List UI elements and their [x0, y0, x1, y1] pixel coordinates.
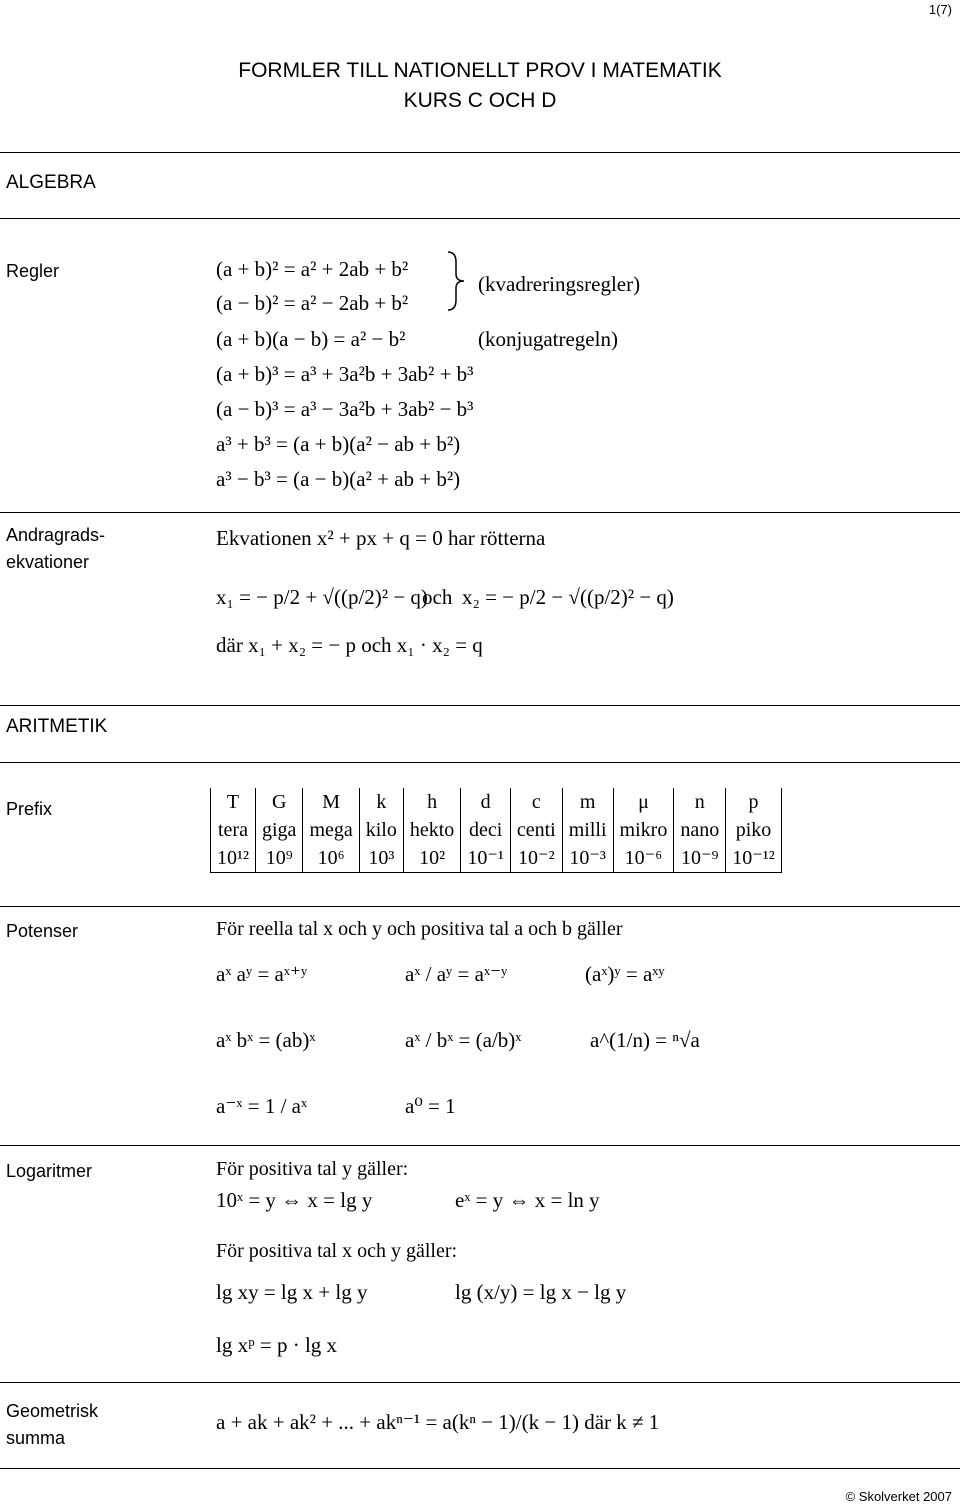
log-def-2: eˣ = y ⇔ x = ln y [455, 1188, 600, 1212]
potens-rule: a^(1/n) = ⁿ√a [590, 1028, 700, 1052]
section-divider [0, 1382, 960, 1383]
andragrad-label-line-2: ekvationer [6, 552, 90, 572]
regler-label: Regler [6, 261, 60, 281]
title-line-2: KURS C OCH D [403, 89, 557, 112]
prefix-cell: T [211, 788, 256, 816]
konjugat-note: (konjugatregeln) [478, 327, 618, 351]
prefix-cell: p [726, 788, 782, 816]
regel-7: a³ − b³ = (a − b)(a² + ab + b²) [216, 467, 461, 491]
andragrad-label [6, 522, 105, 576]
kvadrering-note: (kvadreringsregler) [478, 272, 641, 296]
prefix-cell: mikro [613, 816, 674, 844]
prefix-cell: μ [613, 788, 674, 816]
prefix-cell: deci [461, 816, 511, 844]
prefix-cell: tera [211, 816, 256, 844]
prefix-cell: c [510, 788, 562, 816]
potens-rule: aˣ aʸ = aˣ⁺ʸ [216, 962, 308, 986]
prefix-name-row [211, 816, 782, 844]
brace-icon [446, 250, 466, 312]
footer-copyright: © Skolverket 2007 [845, 1489, 952, 1504]
prefix-cell: h [403, 788, 460, 816]
prefix-cell: m [562, 788, 613, 816]
prefix-cell: giga [256, 816, 303, 844]
section-divider [0, 906, 960, 907]
potens-rule: a⁻ˣ = 1 / aˣ [216, 1094, 308, 1118]
prefix-cell: d [461, 788, 511, 816]
prefix-cell: 10¹² [211, 844, 256, 873]
prefix-cell: centi [510, 816, 562, 844]
log-def-1: 10ˣ = y ⇔ x = lg y [216, 1188, 373, 1212]
prefix-cell: 10⁻¹ [461, 844, 511, 873]
geometrisk-label-line-1: Geometrisk [6, 1401, 99, 1421]
prefix-cell: 10² [403, 844, 460, 873]
prefix-cell: k [359, 788, 403, 816]
prefix-cell: 10⁹ [256, 844, 303, 873]
log-rule: lg (x/y) = lg x − lg y [455, 1280, 627, 1304]
regel-5: (a − b)³ = a³ − 3a²b + 3ab² − b³ [216, 397, 474, 421]
root-1: x₁ = − p/2 + √((p/2)² − q) [216, 585, 428, 609]
prefix-table [210, 788, 782, 873]
section-divider [0, 512, 960, 513]
section-divider [0, 218, 960, 219]
root-2: x₂ = − p/2 − √((p/2)² − q) [462, 585, 674, 609]
log-intro-2: För positiva tal x och y gäller: [216, 1240, 458, 1262]
logaritmer-label: Logaritmer [6, 1161, 93, 1181]
prefix-cell: 10³ [359, 844, 403, 873]
potenser-intro: För reella tal x och y och positiva tal a och b gäller [216, 918, 623, 940]
prefix-cell: n [674, 788, 726, 816]
prefix-label: Prefix [6, 799, 53, 819]
potens-rule: (aˣ)ʸ = aˣʸ [585, 962, 665, 986]
prefix-cell: 10⁻³ [562, 844, 613, 873]
log-rule: lg xᵖ = p · lg x [216, 1333, 338, 1357]
prefix-cell: 10⁶ [303, 844, 359, 873]
prefix-cell: milli [562, 816, 613, 844]
vieta: där x₁ + x₂ = − p och x₁ · x₂ = q [216, 633, 483, 657]
regel-3: (a + b)(a − b) = a² − b² [216, 327, 406, 351]
prefix-cell: 10⁻² [510, 844, 562, 873]
geometrisk-summa: a + ak + ak² + ... + akⁿ⁻¹ = a(kⁿ − 1)/(k − 1) där k ≠ 1 [216, 1410, 660, 1434]
regel-4: (a + b)³ = a³ + 3a²b + 3ab² + b³ [216, 362, 474, 386]
prefix-cell: nano [674, 816, 726, 844]
prefix-cell: mega [303, 816, 359, 844]
section-divider [0, 152, 960, 153]
section-divider [0, 1145, 960, 1146]
potens-rule: aˣ / aʸ = aˣ⁻ʸ [405, 962, 508, 986]
regel-6: a³ + b³ = (a + b)(a² − ab + b²) [216, 432, 461, 456]
potenser-label: Potenser [6, 921, 79, 941]
prefix-symbol-row [211, 788, 782, 816]
aritmetik-heading: ARITMETIK [6, 716, 108, 737]
prefix-cell: hekto [403, 816, 460, 844]
prefix-cell: piko [726, 816, 782, 844]
potens-rule: aˣ / bˣ = (a/b)ˣ [405, 1028, 522, 1052]
ekvation-text: Ekvationen x² + px + q = 0 har rötterna [216, 526, 546, 550]
section-divider [0, 705, 960, 706]
prefix-power-row [211, 844, 782, 873]
regel-1: (a + b)² = a² + 2ab + b² [216, 257, 409, 281]
algebra-heading: ALGEBRA [6, 172, 96, 193]
prefix-cell: 10⁻¹² [726, 844, 782, 873]
potens-rule: a⁰ = 1 [405, 1094, 456, 1118]
document-title [0, 56, 960, 116]
section-divider [0, 1468, 960, 1469]
regel-2: (a − b)² = a² − 2ab + b² [216, 291, 409, 315]
och-word: och [422, 585, 453, 609]
prefix-cell: 10⁻⁶ [613, 844, 674, 873]
section-divider [0, 762, 960, 763]
prefix-cell: 10⁻⁹ [674, 844, 726, 873]
page-number: 1(7) [928, 2, 952, 17]
prefix-cell: kilo [359, 816, 403, 844]
geometrisk-label [6, 1398, 98, 1452]
log-intro-1: För positiva tal y gäller: [216, 1158, 409, 1180]
andragrad-label-line-1: Andragrads- [6, 525, 106, 545]
potens-rule: aˣ bˣ = (ab)ˣ [216, 1028, 316, 1052]
prefix-cell: M [303, 788, 359, 816]
prefix-cell: G [256, 788, 303, 816]
log-rule: lg xy = lg x + lg y [216, 1280, 368, 1304]
geometrisk-label-line-2: summa [6, 1428, 66, 1448]
title-line-1: FORMLER TILL NATIONELLT PROV I MATEMATIK [238, 59, 722, 82]
